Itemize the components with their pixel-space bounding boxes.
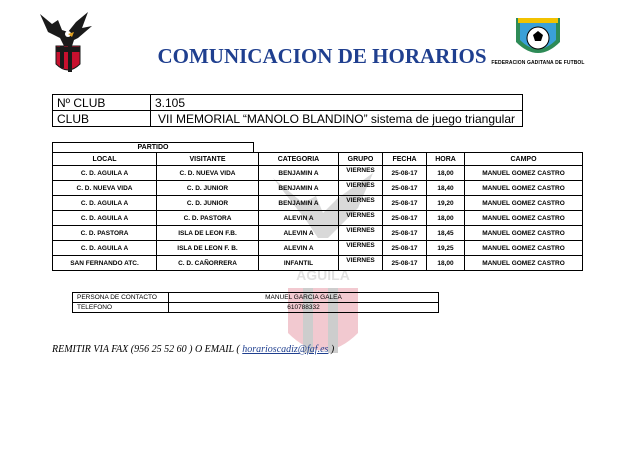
remit-suffix: )	[328, 344, 335, 355]
table-row	[53, 181, 583, 196]
cell-visitante: C. D. PASTORA	[157, 211, 259, 226]
cell-grupo: VIERNES	[339, 181, 383, 196]
cell-campo: MANUEL GOMEZ CASTRO	[465, 211, 583, 226]
cell-local: C. D. PASTORA	[53, 226, 157, 241]
contact-person-row	[73, 293, 439, 303]
table-row	[53, 256, 583, 271]
club-number-row	[53, 95, 523, 111]
cell-visitante: ISLA DE LEON F.B.	[157, 226, 259, 241]
cell-visitante: C. D. CAÑORRERA	[157, 256, 259, 271]
club-number-label: Nº CLUB	[53, 95, 151, 111]
table-row	[53, 196, 583, 211]
contact-person-value: MANUEL GARCIA GALEA	[169, 293, 439, 303]
cell-grupo: VIERNES	[339, 226, 383, 241]
table-row	[53, 226, 583, 241]
cell-hora: 18,00	[427, 256, 465, 271]
cell-categoria: ALEVIN A	[259, 226, 339, 241]
cell-categoria: INFANTIL	[259, 256, 339, 271]
cell-local: C. D. NUEVA VIDA	[53, 181, 157, 196]
cell-campo: MANUEL GOMEZ CASTRO	[465, 166, 583, 181]
cell-local: C. D. AGUILA A	[53, 196, 157, 211]
federation-name: FEDERACION GADITANA DE FUTBOL	[491, 60, 585, 66]
page-title: COMUNICACION DE HORARIOS	[157, 44, 487, 68]
cell-fecha: 25-08-17	[383, 226, 427, 241]
cell-hora: 18,00	[427, 211, 465, 226]
club-name-label: CLUB	[53, 111, 151, 127]
email-link[interactable]: horarioscadiz@faf.es	[242, 344, 329, 355]
contact-table	[72, 292, 439, 313]
cell-grupo: VIERNES	[339, 211, 383, 226]
cell-local: C. D. AGUILA A	[53, 211, 157, 226]
partido-header: PARTIDO	[52, 142, 254, 153]
club-name-value: VII MEMORIAL “MANOLO BLANDINO” sistema de juego triangular	[151, 111, 523, 127]
cell-grupo: VIERNES	[339, 166, 383, 181]
club-number-value: 3.105	[151, 95, 523, 111]
col-local: LOCAL	[53, 153, 157, 166]
cell-visitante: ISLA DE LEON F. B.	[157, 241, 259, 256]
col-hora: HORA	[427, 153, 465, 166]
club-info-table	[52, 94, 523, 127]
table-row	[53, 166, 583, 181]
cell-visitante: C. D. NUEVA VIDA	[157, 166, 259, 181]
club-name-row	[53, 111, 523, 127]
remit-instructions	[52, 344, 334, 355]
cell-campo: MANUEL GOMEZ CASTRO	[465, 196, 583, 211]
cell-hora: 19,25	[427, 241, 465, 256]
cell-categoria: BENJAMIN A	[259, 181, 339, 196]
cell-visitante: C. D. JUNIOR	[157, 181, 259, 196]
cell-local: C. D. AGUILA A	[53, 241, 157, 256]
cell-campo: MANUEL GOMEZ CASTRO	[465, 241, 583, 256]
remit-prefix: REMITIR VIA FAX (956 25 52 60 ) O EMAIL (	[52, 344, 243, 355]
contact-phone-label: TELEFONO	[73, 303, 169, 313]
cell-categoria: BENJAMIN A	[259, 166, 339, 181]
col-visitante: VISITANTE	[157, 153, 259, 166]
col-categoria: CATEGORIA	[259, 153, 339, 166]
cell-fecha: 25-08-17	[383, 241, 427, 256]
cell-hora: 18,00	[427, 166, 465, 181]
table-row	[53, 241, 583, 256]
table-row	[53, 211, 583, 226]
cell-campo: MANUEL GOMEZ CASTRO	[465, 226, 583, 241]
cell-grupo: VIERNES	[339, 256, 383, 271]
cell-fecha: 25-08-17	[383, 211, 427, 226]
cell-categoria: ALEVIN A	[259, 211, 339, 226]
cell-grupo: VIERNES	[339, 196, 383, 211]
cell-campo: MANUEL GOMEZ CASTRO	[465, 256, 583, 271]
col-fecha: FECHA	[383, 153, 427, 166]
contact-phone-row	[73, 303, 439, 313]
contact-phone-value: 610788332	[169, 303, 439, 313]
schedule-table	[52, 152, 583, 271]
cell-local: SAN FERNANDO ATC.	[53, 256, 157, 271]
cell-fecha: 25-08-17	[383, 166, 427, 181]
watermark-text: AGUILA	[296, 267, 350, 283]
cell-fecha: 25-08-17	[383, 256, 427, 271]
cell-categoria: ALEVIN A	[259, 241, 339, 256]
cell-hora: 19,20	[427, 196, 465, 211]
cell-local: C. D. AGUILA A	[53, 166, 157, 181]
cell-fecha: 25-08-17	[383, 196, 427, 211]
cell-fecha: 25-08-17	[383, 181, 427, 196]
col-grupo: GRUPO	[339, 153, 383, 166]
cell-categoria: BENJAMIN A	[259, 196, 339, 211]
contact-person-label: PERSONA DE CONTACTO	[73, 293, 169, 303]
cell-visitante: C. D. JUNIOR	[157, 196, 259, 211]
cell-campo: MANUEL GOMEZ CASTRO	[465, 181, 583, 196]
cell-hora: 18,40	[427, 181, 465, 196]
schedule-header-row	[53, 153, 583, 166]
cell-hora: 18,45	[427, 226, 465, 241]
col-campo: CAMPO	[465, 153, 583, 166]
cell-grupo: VIERNES	[339, 241, 383, 256]
